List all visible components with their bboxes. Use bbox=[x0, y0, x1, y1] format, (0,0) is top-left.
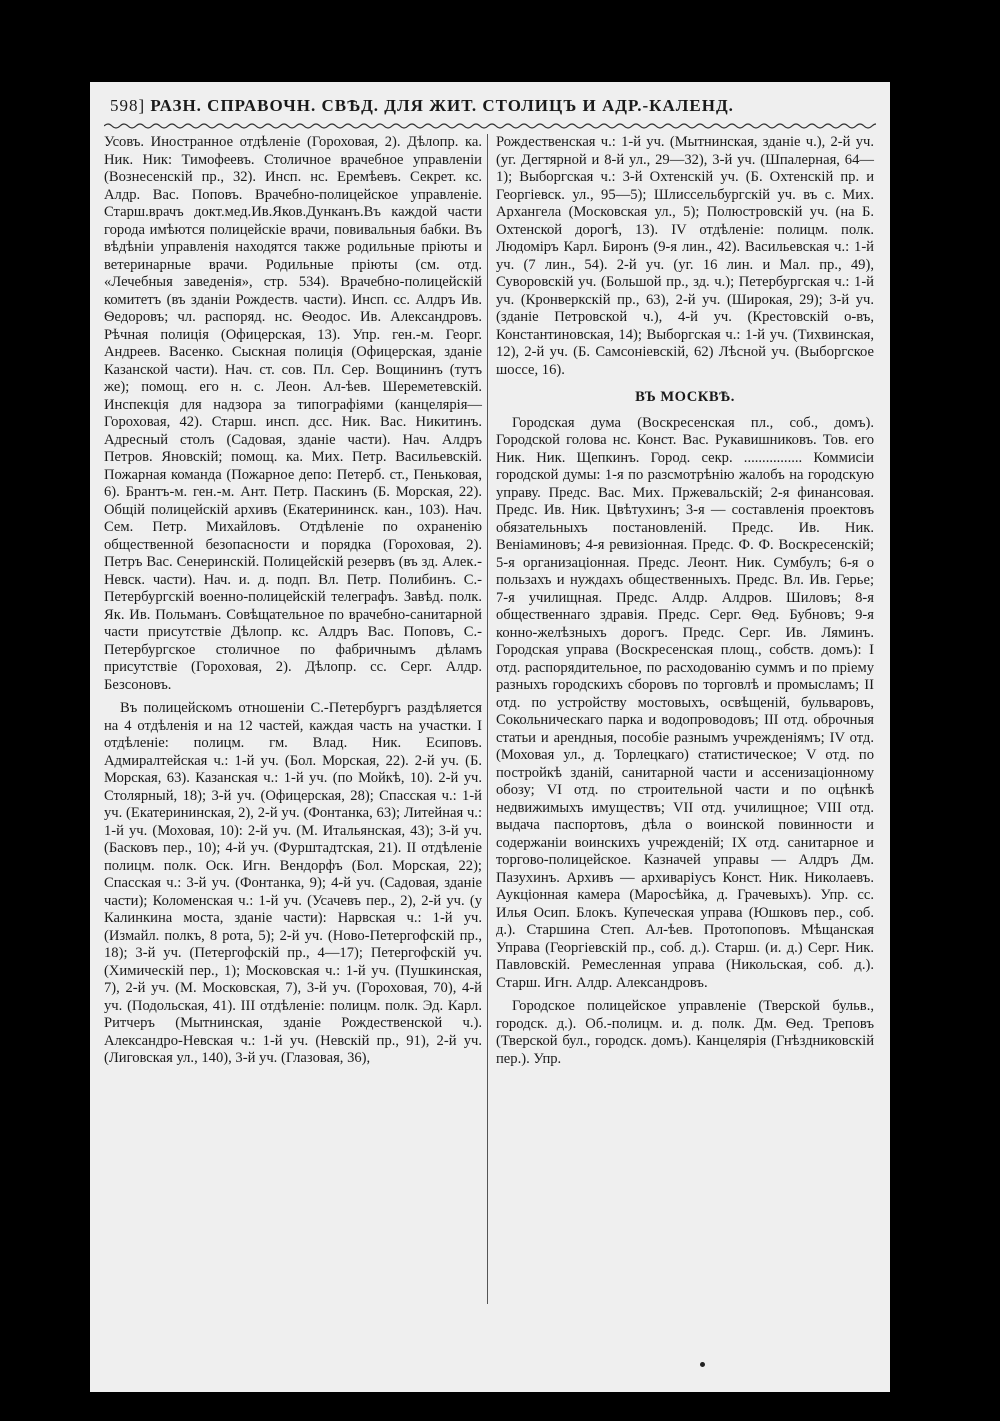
running-title: РАЗН. СПРАВОЧН. СВѢД. ДЛЯ ЖИТ. СТОЛИЦЪ И АДР.-КАЛЕНД. bbox=[150, 96, 734, 115]
page-header bbox=[110, 96, 870, 116]
wavy-rule bbox=[104, 122, 876, 130]
right-column bbox=[496, 134, 874, 1068]
section-heading: ВЪ МОСКВѢ. bbox=[635, 389, 735, 405]
right-paragraph: Городское полицейское управленіе (Тверской бульв., городск. д.). Об.-полицм. и. д. полк. Дм. Ѳед. Треповъ (Тверской бул., городск. домъ). Канцелярія (Гнѣздниковскій пер.). Упр. bbox=[496, 998, 874, 1067]
right-paragraph: Городская дума (Воскресенская пл., соб., домъ). Городской голова нс. Конст. Вас. Рукавишниковъ. Тов. его Ник. Ник. Щепкинъ. Город. секр. ................ Коммисіи городской думы: 1-я по разсмотрѣнію жалобъ на городскую управу. Предс. Вас. Мих. Пржевальскій; 2-я финансовая. Предс. Ив. Ник. Цвѣтухинъ; 3-я — составленія проектовъ обязательныхъ постановленій. Предс. Ив. Ник. Веніаминовъ; 4-я ревизіонная. Предс. Ф. Ф. Воскресенскій; 5-я организаціонная. Предс. Леонт. Ник. Сумбулъ; 6-я о пользахъ и нуждахъ общественныхъ. Предс. Вл. Ив. Герье; 7-я училищная. Предс. Алдр. Алдров. Шиловъ; 8-я общественнаго здравія. Предс. Серг. Ѳед. Бубновъ; 9-я конно-желѣзныхъ дорогъ. Предс. Серг. Ив. Ляминъ. Городская управа (Воскресенская площ., собств. домъ): I отд. распорядительное, по расходованію суммъ и по пріему разныхъ городскихъ сборовъ по торговлѣ и промысламъ; II отд. по устройству мостовыхъ, освѣщеній, бульваровъ, Сокольническаго парка и водопроводовъ; III отд. оброчныя статьи и арендныя, пособіе разнымъ учрежденіямъ; IV отд. (Моховая ул., д. Торлецкаго) статистическое; V отд. по постройкѣ зданій, санитарной части и ассенизаціонному обозу; VI отд. по строительной части и по оцѣнкѣ недвижимыхъ имуществъ; VII отд. училищное; VIII отд. выдача паспортовъ, дѣла о воинской повинности и содержаніи воинскихъ учрежденій; IX отд. санитарное и торгово-полицейское. Казначей управы — Алдръ Дм. Пазухинъ. Архивъ — архиваріусъ Конст. Ник. Николаевъ. Аукціонная камера (Маросѣйка, д. Грачевыхъ). Упр. сс. Илья Осип. Блокъ. Купеческая управа (Юшковъ пер., соб. д.). Старшина Степ. Ал-ѣев. Протопоповъ. Мѣщанская Управа (Георгіевскій пр., соб. д.). Старш. (и. д.) Серг. Ник. Павловскій. Ремесленная управа (Никольская, соб. д.). Старш. Игн. Алдр. Александровъ. bbox=[496, 414, 874, 991]
column-divider bbox=[487, 134, 488, 1304]
left-paragraph: Усовъ. Иностранное отдѣленіе (Гороховая, 2). Дѣлопр. ка. Ник. Ник: Тимофеевъ. Столичное врачебное управленіи (Вознесенскій пр., 32). Инсп. нс. Еремѣевъ. Секрет. кс. Алдр. Вас. Поповъ. Врачебно-полицейское управленіе. Старш.врачъ докт.мед.Ив.Яков.Дунканъ.Въ каждой части города имѣются полицейскіе врачи, повивальныя бабки. Въ вѣдѣніи управленія находятся также родильные пріюты и ветеринарные врачи. Родильные пріюты (см. отд. «Лечебныя заведенія», стр. 534). Врачебно-полицейскій комитетъ (въ зданіи Рождеств. части). Инсп. сс. Алдръ Ив. Ѳедоровъ; чл. распоряд. нс. Ѳеодос. Ив. Александровъ. Рѣчная полиція (Офицерская, 13). Упр. ген.-м. Георг. Андреев. Васенко. Сыскная полиція (Офицерская, зданіе Казанской части). Нач. ст. сов. Пл. Сер. Вощининъ (тутъ же); помощ. его н. с. Леон. Ал-ѣев. Шереметевскій. Инспекція для надзора за типографіями (канцелярія—Гороховая, 42). Старш. инсп. дсс. Ник. Вас. Никитинъ. Адресный столъ (Садовая, зданіе части). Нач. Алдръ Петров. Яновскій; помощ. ка. Мих. Петр. Васильевскій. Пожарная команда (Пожарное депо: Петерб. ст., Пеньковая, 6). Брантъ-м. ген.-м. Ант. Петр. Паскинъ (Б. Морская, 22). Общій полицейскій архивъ (Екатерининск. кан., 103). Нач. Сем. Петр. Михайловъ. Отдѣленіе по охраненію общественной безопасности и порядка (Гороховая, 2). Петръ Вас. Сенеринскій. Полицейскій резервъ (въ зд. Алек.-Невск. части). Нач. и. д. подп. Вл. Петр. Полибинъ. С.-Петербургскій военно-полицейскій телеграфъ. Завѣд. полк. Як. Ив. Польманъ. Совѣщательное по врачебно-санитарной части присутствіе Дѣлопр. кс. Алдръ Вас. Поповъ, С.-Петербургское столичное по фабричнымъ дѣламъ присутствіе (Гороховая, 2). Дѣлопр. сс. Серг. Алдр. Безсоновъ. bbox=[104, 134, 482, 693]
speck-mark bbox=[700, 1362, 705, 1367]
left-column bbox=[104, 134, 482, 1068]
right-paragraph: Рождественская ч.: 1-й уч. (Мытнинская, зданіе ч.), 2-й уч. (уг. Дегтярной и 8-й ул., 29—32), 3-й уч. (Шпалерная, 64—1); Выборгская ч.: 3-й Охтенскій уч. (Б. Охтенскій пр. и Георгіевск. ул., 95—5); Шлиссельбургскій уч. въ с. Мих. Архангела (Московская ул., 5); Полюстровскій уч. (на Б. Охтенской дорогѣ, 13). IV отдѣленіе: полицм. полк. Людоміръ Карл. Биронъ (9-я лин., 42). Васильевская ч.: 1-й уч. (7 лин., 54). 2-й уч. (уг. 16 лин. и Мал. пр., 49), Суворовскій уч. (Большой пр., зд. ч.); Петербургская ч.: 1-й уч. (Кронверкскій пр., 63), 2-й уч. (Широкая, 29); 3-й уч. (зданіе Петровской ч.), 4-й уч. (Крестовскій о-въ, Константиновская, 14); Выборгская ч.: 1-й уч. (Тихвинская, 12), 2-й уч. (Б. Самсоніевскій, 62) Лѣсной уч. (Выборгское шоссе, 16). bbox=[496, 134, 874, 378]
document-page bbox=[90, 82, 890, 1392]
page-number: 598] bbox=[110, 96, 146, 115]
left-paragraph: Въ полицейскомъ отношеніи С.-Петербургъ раздѣляется на 4 отдѣленія и на 12 частей, каждая часть на участки. I отдѣленіе: полицм. гм. Влад. Ник. Есиповъ. Адмиралтейская ч.: 1-й уч. (Бол. Морская, 22). 2-й уч. (Б. Морская, 63). Казанская ч.: 1-й уч. (по Мойкѣ, 10). 2-й уч. Столярный, 18); 3-й уч. (Офицерская, 28); Спасская ч.: 1-й уч. (Екатерининская, 2), 2-й уч. (Фонтанка, 63); Литейная ч.: 1-й уч. (Моховая, 10): 2-й уч. (М. Итальянская, 43); 3-й уч. (Басковъ пер., 10); 4-й уч. (Фурштадтская, 21). II отдѣленіе полицм. полк. Оск. Игн. Вендорфъ (Бол. Морская, 22); Спасская ч.: 3-й уч. (Фонтанка, 9); 4-й уч. (Садовая, зданіе части); Коломенская ч.: 1-й уч. (Усачевъ пер., 2), 2-й уч. (у Калинкина моста, зданіе части): Нарвская ч.: 1-й уч. (Измайл. полкъ, 8 рота, 5); 2-й уч. (Ново-Петергофскій пр., 18); 3-й уч. (Петергофскій пр., 4—17); Петергофскій уч. (Химическій пер., 1); Московская ч.: 1-й уч. (Пушкинская, 7), 2-й уч. (М. Московская, 7), 3-й уч. (Гороховая, 70), 4-й уч. (Подольская, 41). III отдѣленіе: полицм. полк. Эд. Карл. Ритчеръ (Мытнинская, зданіе Рождественской ч.). Александро-Невская ч.: 1-й уч. (Невскій пр., 91), 2-й уч. (Лиговская ул., 140), 3-й уч. (Глазовая, 36), bbox=[104, 700, 482, 1066]
